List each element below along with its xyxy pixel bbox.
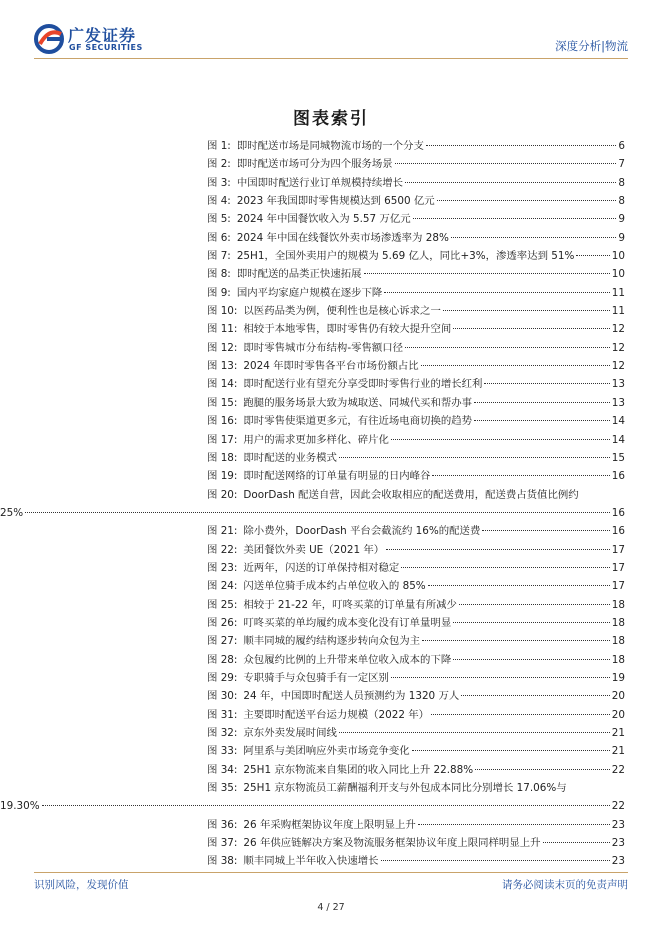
toc-entry-page: 9 [618, 231, 625, 244]
toc-entry[interactable] [207, 577, 625, 595]
footer-slogan: 识别风险，发现价值 [34, 879, 129, 891]
toc-entry-title: 2024 年即时零售各平台市场份额占比 [243, 360, 419, 373]
toc-entry-page: 14 [611, 433, 625, 446]
toc-entry-title: 26 年供应链解决方案及物流服务框架协议年度上限同样明显上升 [243, 837, 541, 850]
toc-entry-number: 图 37: [207, 837, 238, 850]
toc-entry[interactable] [207, 522, 625, 540]
toc-entry-title: 近两年，闪送的订单保持相对稳定 [243, 561, 400, 574]
toc-entry-page: 11 [611, 305, 625, 318]
toc-entry[interactable] [207, 357, 625, 375]
toc-entry-title: 即时配送的业务模式 [243, 451, 337, 464]
toc-entry-title: 以医药品类为例，便利性也是核心诉求之一 [243, 305, 441, 318]
toc-entry-title: 相较于 21-22 年，叮咚买菜的订单量有所减少 [243, 598, 457, 611]
page-header [0, 0, 662, 64]
toc-entry-title: 除小费外，DoorDash 平台会截流约 16%的配送费 [243, 525, 481, 538]
toc-entry[interactable] [207, 834, 625, 852]
toc-entry-page: 19 [611, 671, 625, 684]
dot-leader [437, 200, 617, 201]
page-number: 4 / 27 [317, 902, 345, 913]
toc-entry[interactable] [207, 669, 625, 687]
toc-entry[interactable] [207, 247, 625, 265]
toc-entry-page: 18 [611, 616, 625, 629]
toc-entry-number: 图 19: [207, 470, 238, 483]
toc-entry-number: 图 17: [207, 433, 238, 446]
toc-entry-title: 2024 年中国餐饮收入为 5.57 万亿元 [236, 213, 411, 226]
toc-entry-number: 图 4: [207, 195, 231, 208]
toc-entry-number: 图 32: [207, 727, 238, 739]
toc-entry[interactable] [207, 449, 625, 467]
toc-entry-number: 图 21: [207, 525, 238, 538]
toc-entry-page: 21 [611, 745, 625, 758]
toc-entry-title: 跑腿的服务场景大致为城取送、同城代买和帮办事 [243, 396, 473, 409]
toc-entry-number: 图 26: [207, 616, 238, 629]
dot-leader [474, 420, 610, 421]
toc-entry[interactable] [207, 816, 625, 834]
toc-entry-number: 图 29: [207, 671, 238, 684]
dot-leader [42, 805, 610, 806]
toc-entry-page: 17 [611, 580, 625, 593]
dot-leader [391, 677, 610, 678]
toc-entry-number: 图 38: [207, 855, 238, 868]
report-category: 深度分析|物流 [555, 39, 628, 53]
toc-entry[interactable] [207, 192, 625, 210]
toc-entry-title: 阿里系与美团响应外卖市场竞争变化 [243, 745, 410, 758]
toc-entry[interactable] [207, 174, 625, 192]
toc-entry-number: 图 2: [207, 158, 231, 171]
toc-entry-number: 图 31: [207, 708, 238, 721]
toc-entry[interactable] [207, 614, 625, 632]
toc-entry-page: 12 [611, 323, 625, 336]
dot-leader [453, 622, 610, 623]
gf-logo-icon [34, 24, 64, 54]
toc-entry-page: 14 [611, 415, 625, 428]
dot-leader [428, 585, 610, 586]
toc-entry-title: 2024 年中国在线餐饮外卖市场渗透率为 28% [236, 231, 449, 244]
toc-entry-page: 23 [611, 855, 625, 868]
dot-leader [482, 530, 609, 531]
header-divider [34, 58, 628, 59]
toc-entry-page: 18 [611, 653, 625, 666]
toc-entry[interactable] [207, 651, 625, 669]
toc-entry[interactable] [207, 431, 625, 449]
toc-entry-page: 8 [618, 176, 625, 189]
toc-entry[interactable] [207, 852, 625, 870]
toc-entry-number: 图 13: [207, 360, 238, 373]
toc-entry-number: 图 6: [207, 231, 231, 244]
toc-entry-page: 16 [611, 506, 625, 519]
toc-entry-number: 图 5: [207, 213, 231, 226]
toc-entry-number: 图 14: [207, 378, 238, 391]
toc-entry[interactable] [207, 229, 625, 247]
toc-entry[interactable] [207, 302, 625, 320]
toc-entry-number: 图 30: [207, 690, 238, 703]
toc-entry-page: 20 [611, 690, 625, 703]
dot-leader [413, 218, 617, 219]
company-logo [34, 22, 154, 56]
toc-entry-page: 23 [611, 837, 625, 850]
toc-entry-title: 顺丰同城上半年收入快速增长 [243, 855, 379, 868]
toc-entry-title-continued: 19.30% [0, 800, 40, 813]
toc-entry-title: 2023 年我国即时零售规模达到 6500 亿元 [236, 195, 435, 208]
toc-entry[interactable] [207, 137, 625, 155]
dot-leader [418, 824, 610, 825]
toc-entry-title: 闪送单位骑手成本约占单位收入的 85% [243, 580, 426, 593]
toc-entry[interactable] [0, 486, 625, 523]
toc-entry[interactable] [207, 394, 625, 412]
toc-entry-page: 8 [618, 195, 625, 208]
toc-entry-number: 图 22: [207, 543, 238, 556]
toc-entry[interactable] [207, 559, 625, 577]
footer-disclaimer: 请务必阅读末页的免责声明 [502, 879, 628, 891]
dot-leader [25, 512, 610, 513]
toc-entry-page: 16 [611, 525, 625, 538]
toc-entry-number: 图 11: [207, 323, 238, 336]
toc-entry-title: 24 年，中国即时配送人员预测约为 1320 万人 [243, 690, 460, 703]
toc-entry-title: 中国即时配送行业订单规模持续增长 [236, 176, 404, 189]
dot-leader [443, 310, 610, 311]
toc-entry-title: 26 年采购框架协议年度上限明显上升 [243, 818, 416, 831]
toc-entry-page: 22 [611, 800, 625, 813]
toc-entry-page: 12 [611, 360, 625, 373]
toc-entry-number: 图 7: [207, 250, 231, 263]
toc-entry-number: 图 20: [207, 488, 238, 501]
dot-leader [339, 457, 610, 458]
dot-leader [421, 365, 610, 366]
dot-leader [405, 182, 616, 183]
toc-entry[interactable] [207, 742, 625, 760]
toc-entry[interactable] [207, 265, 625, 283]
toc-entry[interactable] [207, 687, 625, 705]
toc-entry[interactable] [207, 284, 625, 302]
toc-entry[interactable] [207, 320, 625, 338]
toc-entry[interactable] [207, 210, 625, 228]
toc-entry-number: 图 10: [207, 305, 238, 318]
toc-entry-number: 图 36: [207, 818, 238, 831]
toc-entry-title: 即时配送市场是同城物流市场的一个分支 [236, 140, 424, 152]
toc-entry[interactable] [0, 779, 625, 816]
toc-entry[interactable] [207, 467, 625, 485]
toc-entry-number: 图 35: [207, 782, 238, 795]
toc-entry-page: 20 [611, 708, 625, 721]
toc-entry-number: 图 12: [207, 341, 238, 354]
toc-entry-number: 图 23: [207, 561, 238, 574]
toc-entry-number: 图 27: [207, 635, 238, 648]
toc-entry-page: 23 [611, 818, 625, 831]
toc-entry-title: 国内平均家庭户规模在逐步下降 [236, 286, 383, 299]
logo-text-en: GF SECURITIES [69, 43, 143, 52]
toc-entry-page: 7 [618, 158, 625, 171]
toc-entry-number: 图 33: [207, 745, 238, 758]
toc-entry-title: 即时配送网络的订单量有明显的日内峰谷 [243, 470, 431, 483]
toc-entry-title: DoorDash 配送自营，因此会收取相应的配送费用，配送费占货值比例约 [243, 488, 579, 501]
toc-entry-title: 相较于本地零售，即时零售仍有较大提升空间 [243, 323, 452, 336]
toc-entry-title: 用户的需求更加多样化、碎片化 [243, 433, 389, 446]
dot-leader [384, 292, 609, 293]
dot-leader [451, 237, 617, 238]
toc-entry-number: 图 16: [207, 415, 238, 428]
figure-index-list [0, 137, 625, 871]
toc-entry-number: 图 8: [207, 268, 231, 281]
toc-entry[interactable] [207, 375, 625, 393]
toc-entry-title: 叮咚买菜的单均履约成本变化没有订单量明显 [243, 616, 452, 629]
toc-entry-number: 图 1: [207, 140, 231, 152]
toc-entry[interactable] [207, 632, 625, 650]
toc-entry-title: 专职骑手与众包骑手有一定区别 [243, 671, 389, 684]
toc-entry[interactable] [207, 724, 625, 742]
toc-entry[interactable] [207, 541, 625, 559]
toc-entry-page: 21 [611, 727, 625, 739]
toc-entry-page: 16 [611, 470, 625, 483]
toc-entry-title: 美团餐饮外卖 UE（2021 年） [243, 543, 385, 556]
dot-leader [381, 860, 610, 861]
toc-entry-page: 11 [611, 286, 625, 299]
toc-entry-page: 10 [611, 250, 625, 263]
toc-entry-number: 图 28: [207, 653, 238, 666]
toc-entry-title: 25H1，全国外卖用户的规模为 5.69 亿人，同比+3%，渗透率达到 51% [236, 250, 575, 263]
dot-leader [422, 640, 610, 641]
toc-entry-page: 18 [611, 635, 625, 648]
dot-leader [474, 402, 610, 403]
toc-entry-page: 17 [611, 561, 625, 574]
toc-entry-page: 15 [611, 451, 625, 464]
toc-entry-page: 13 [611, 378, 625, 391]
toc-entry-page: 6 [618, 140, 625, 152]
toc-entry-number: 图 24: [207, 580, 238, 593]
dot-leader [405, 347, 610, 348]
toc-entry-number: 图 34: [207, 763, 238, 776]
toc-entry-title: 顺丰同城的履约结构逐步转向众包为主 [243, 635, 421, 648]
toc-entry-title: 即时配送市场可分为四个服务场景 [236, 158, 393, 171]
toc-entry-title: 即时配送的品类正快速拓展 [236, 268, 362, 281]
toc-entry-page: 18 [611, 598, 625, 611]
dot-leader [431, 714, 610, 715]
footer-divider [34, 872, 628, 873]
dot-leader [461, 695, 610, 696]
toc-entry-title: 即时零售使渠道更多元，有往近场电商切换的趋势 [243, 415, 473, 428]
logo-text-cn: 广发证券 [68, 26, 137, 45]
toc-entry-title: 众包履约比例的上升带来单位收入成本的下降 [243, 653, 452, 666]
toc-entry-page: 9 [618, 213, 625, 226]
dot-leader [339, 732, 610, 733]
toc-entry-number: 图 9: [207, 286, 231, 299]
dot-leader [576, 255, 609, 256]
toc-entry[interactable] [207, 155, 625, 173]
toc-entry-title: 25H1 京东物流员工薪酬福利开支与外包成本同比分别增长 17.06%与 [243, 782, 567, 795]
dot-leader [484, 383, 609, 384]
dot-leader [401, 567, 609, 568]
dot-leader [412, 750, 610, 751]
toc-entry-title: 主要即时配送平台运力规模（2022 年） [243, 708, 430, 721]
toc-entry[interactable] [207, 706, 625, 724]
toc-entry-number: 图 3: [207, 176, 231, 189]
toc-entry-title: 25H1 京东物流来自集团的收入同比上升 22.88% [243, 763, 474, 776]
toc-entry-page: 22 [611, 763, 625, 776]
dot-leader [426, 145, 617, 146]
dot-leader [395, 163, 617, 164]
toc-entry-title: 京东外卖发展时间线 [243, 727, 337, 739]
dot-leader [432, 475, 609, 476]
toc-entry-number: 图 15: [207, 396, 238, 409]
toc-entry-page: 12 [611, 341, 625, 354]
toc-entry-title: 即时配送行业有望充分享受即时零售行业的增长红利 [243, 378, 483, 391]
page-title: 图表索引 [293, 109, 369, 129]
toc-entry-number: 图 18: [207, 451, 238, 464]
toc-entry-number: 图 25: [207, 598, 238, 611]
dot-leader [391, 439, 610, 440]
toc-entry[interactable] [207, 596, 625, 614]
dot-leader [386, 549, 610, 550]
dot-leader [453, 328, 610, 329]
toc-entry-title: 即时零售城市分布结构-零售额口径 [243, 341, 404, 354]
dot-leader [453, 659, 610, 660]
toc-entry[interactable] [207, 412, 625, 430]
dot-leader [543, 842, 610, 843]
toc-entry[interactable] [207, 339, 625, 357]
dot-leader [364, 273, 610, 274]
toc-entry[interactable] [207, 761, 625, 779]
toc-entry-page: 13 [611, 396, 625, 409]
toc-entry-title-continued: 25% [0, 506, 24, 519]
dot-leader [475, 769, 610, 770]
dot-leader [459, 604, 610, 605]
toc-entry-page: 10 [611, 268, 625, 281]
toc-entry-page: 17 [611, 543, 625, 556]
